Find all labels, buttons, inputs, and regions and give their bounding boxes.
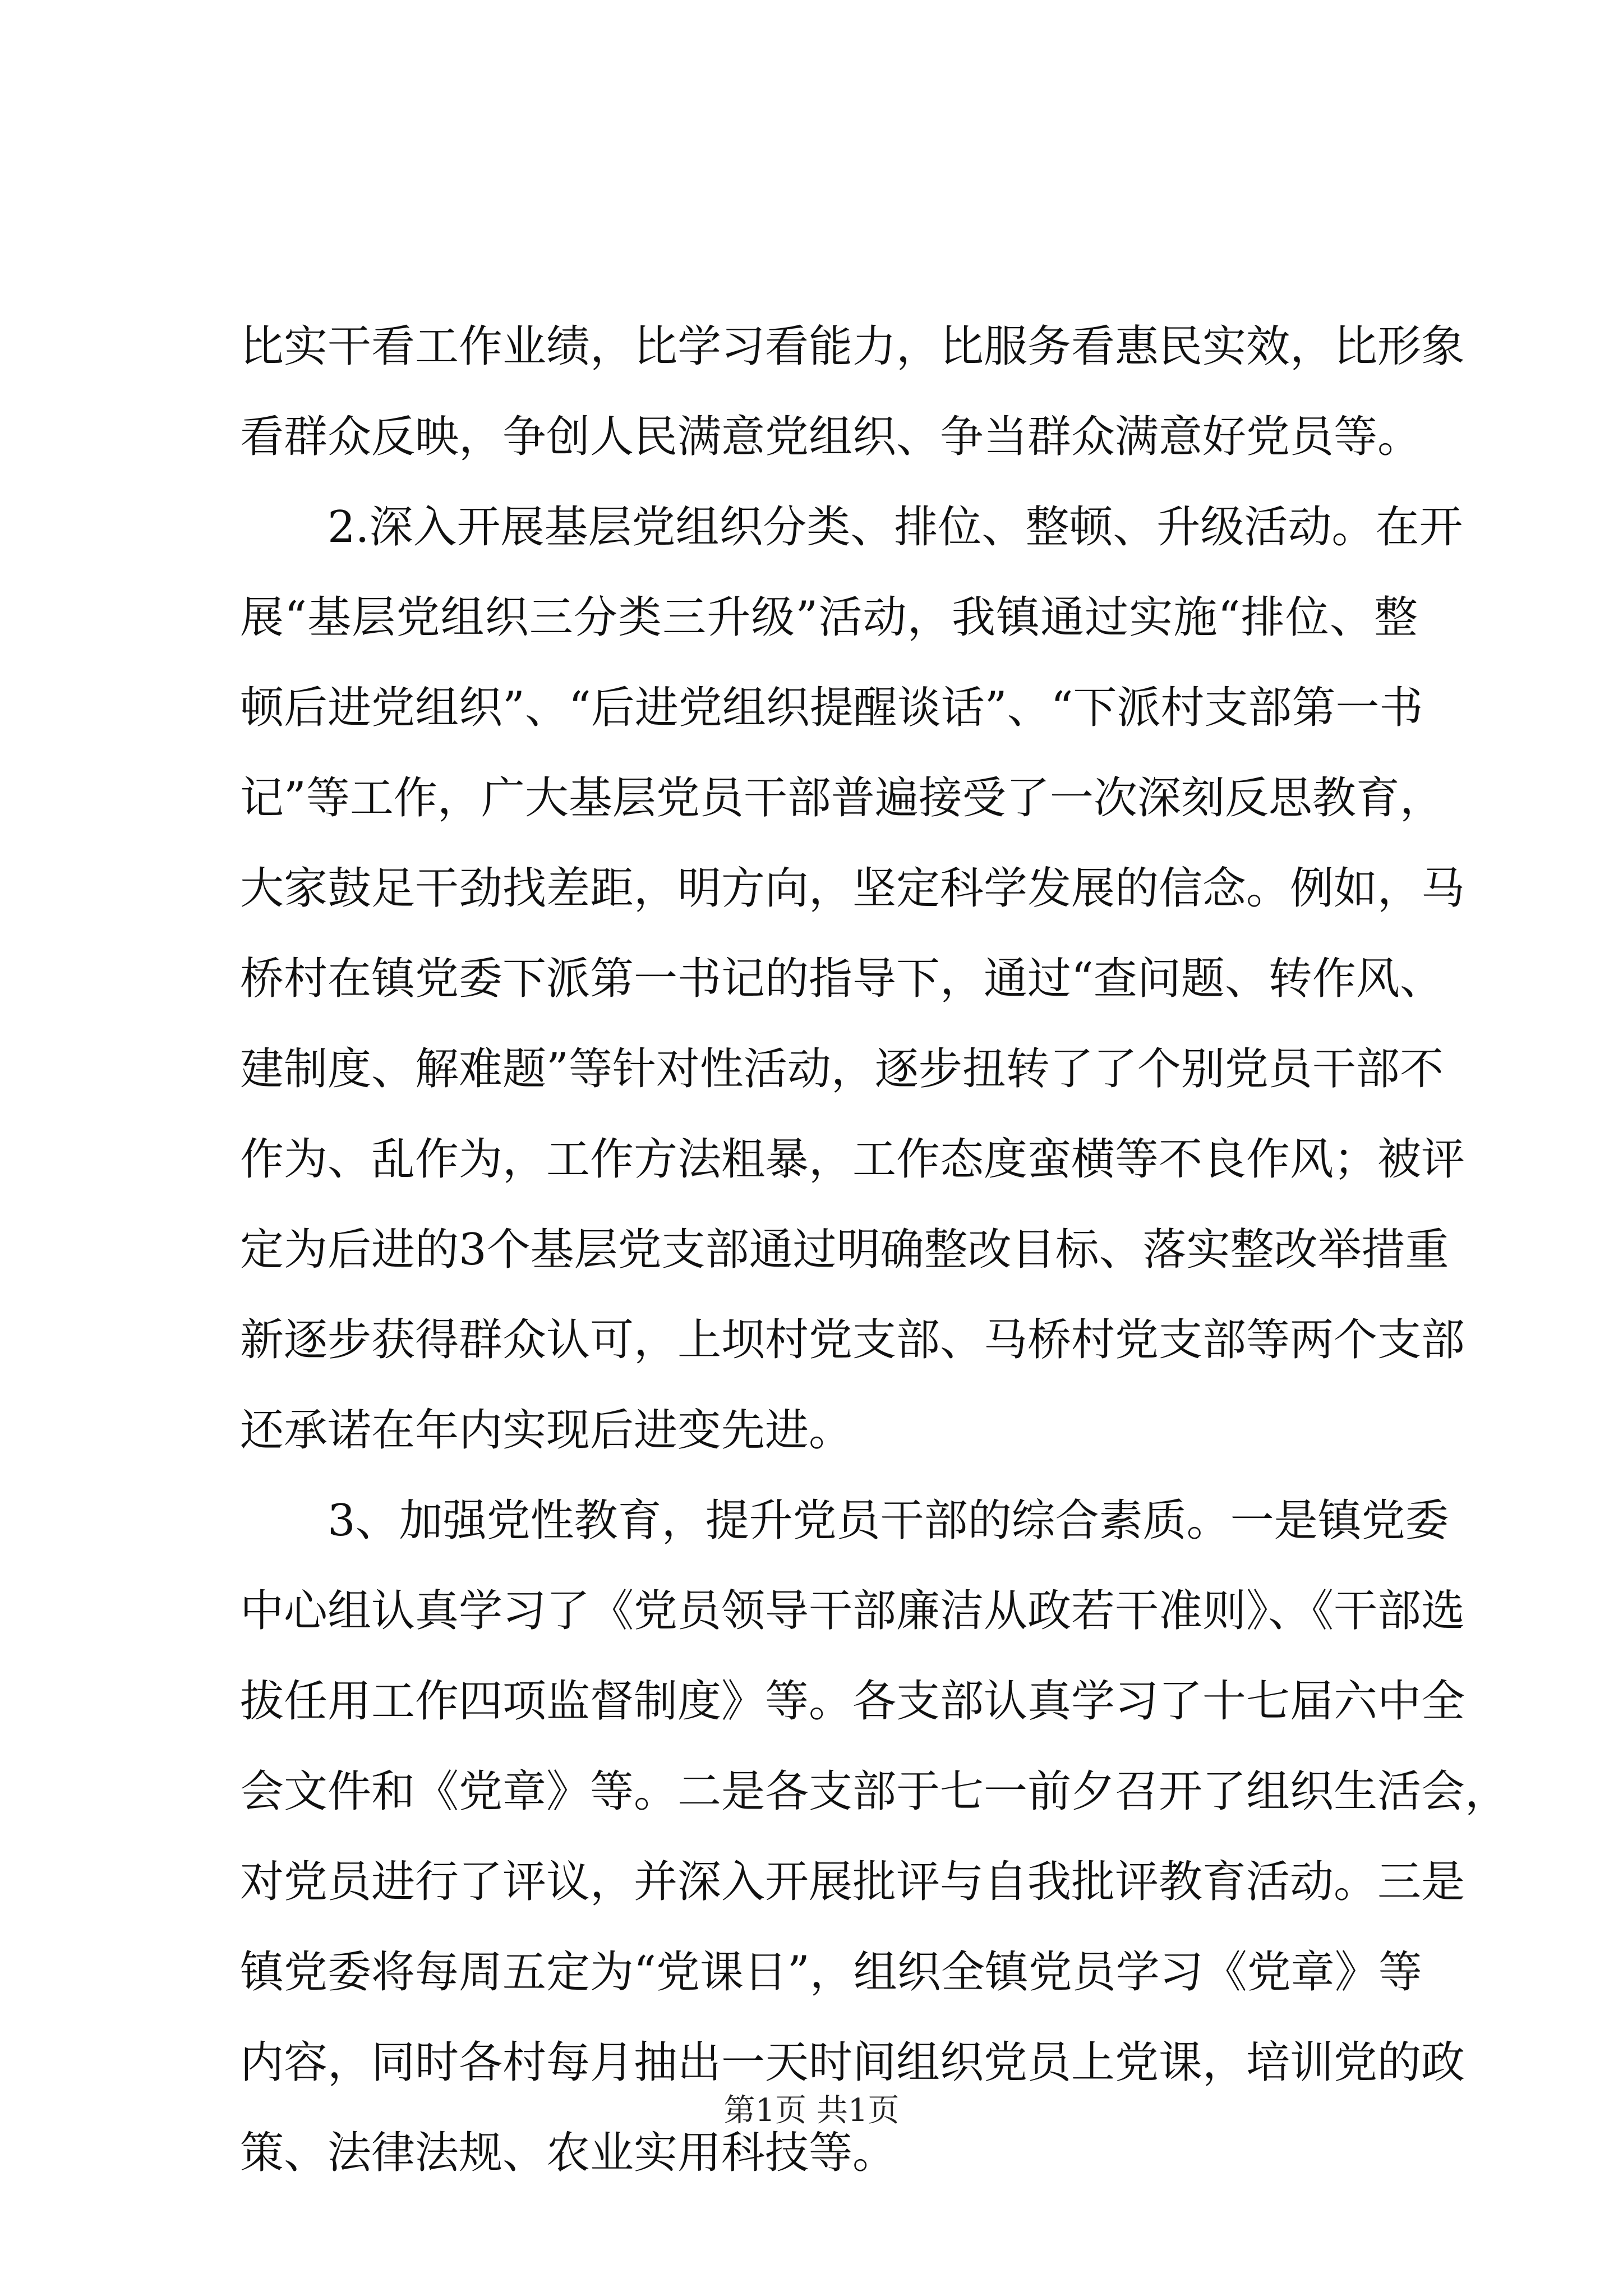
text-line: 内容，同时各村每月抽出一天时间组织党员上党课，培训党的政	[240, 2037, 1465, 2088]
page-footer: 第1页 共1页	[723, 2092, 900, 2129]
text-line: 3、加强党性教育，提升党员干部的综合素质。一是镇党委	[328, 1496, 1449, 1546]
text-line: 拔任用工作四项监督制度》等。各支部认真学习了十七届六中全	[240, 1676, 1465, 1727]
text-line: 还承诺在年内实现后进变先进。	[240, 1405, 853, 1456]
text-line: 策、法律法规、农业实用科技等。	[240, 2128, 897, 2178]
text-line: 镇党委将每周五定为“党课日”，组织全镇党员学习《党章》等	[240, 1947, 1422, 1998]
text-line: 新逐步获得群众认可，上坝村党支部、马桥村党支部等两个支部	[240, 1315, 1465, 1365]
text-line: 比实干看工作业绩，比学习看能力，比服务看惠民实效，比形象	[240, 321, 1465, 372]
text-line: 记”等工作，广大基层党员干部普遍接受了一次深刻反思教育，	[240, 773, 1444, 823]
text-line: 顿后进党组织”、“后进党组织提醒谈话”、“下派村支部第一书	[240, 683, 1423, 733]
text-line: 大家鼓足干劲找差距，明方向，坚定科学发展的信念。例如，马	[240, 863, 1465, 914]
text-line: 中心组认真学习了《党员领导干部廉洁从政若干准则》、《干部选	[240, 1586, 1465, 1636]
text-line: 建制度、解难题”等针对性活动，逐步扭转了了个别党员干部不	[240, 1044, 1444, 1094]
text-line: 定为后进的3个基层党支部通过明确整改目标、落实整改举措重	[240, 1225, 1449, 1275]
text-line: 2.深入开展基层党组织分类、排位、整顿、升级活动。在开	[328, 502, 1463, 553]
text-line: 看群众反映，争创人民满意党组织、争当群众满意好党员等。	[240, 412, 1422, 462]
body-text	[240, 302, 1509, 2198]
text-line: 对党员进行了评议，并深入开展批评与自我批评教育活动。三是	[240, 1857, 1465, 1907]
text-line: 会文件和《党章》等。二是各支部于七一前夕召开了组织生活会，	[240, 1766, 1509, 1817]
text-line: 作为、乱作为，工作方法粗暴，工作态度蛮横等不良作风；被评	[240, 1134, 1465, 1185]
text-line: 桥村在镇党委下派第一书记的指导下，通过“查问题、转作风、	[240, 954, 1444, 1004]
text-line: 展“基层党组织三分类三升级”活动，我镇通过实施“排位、整	[240, 592, 1418, 643]
